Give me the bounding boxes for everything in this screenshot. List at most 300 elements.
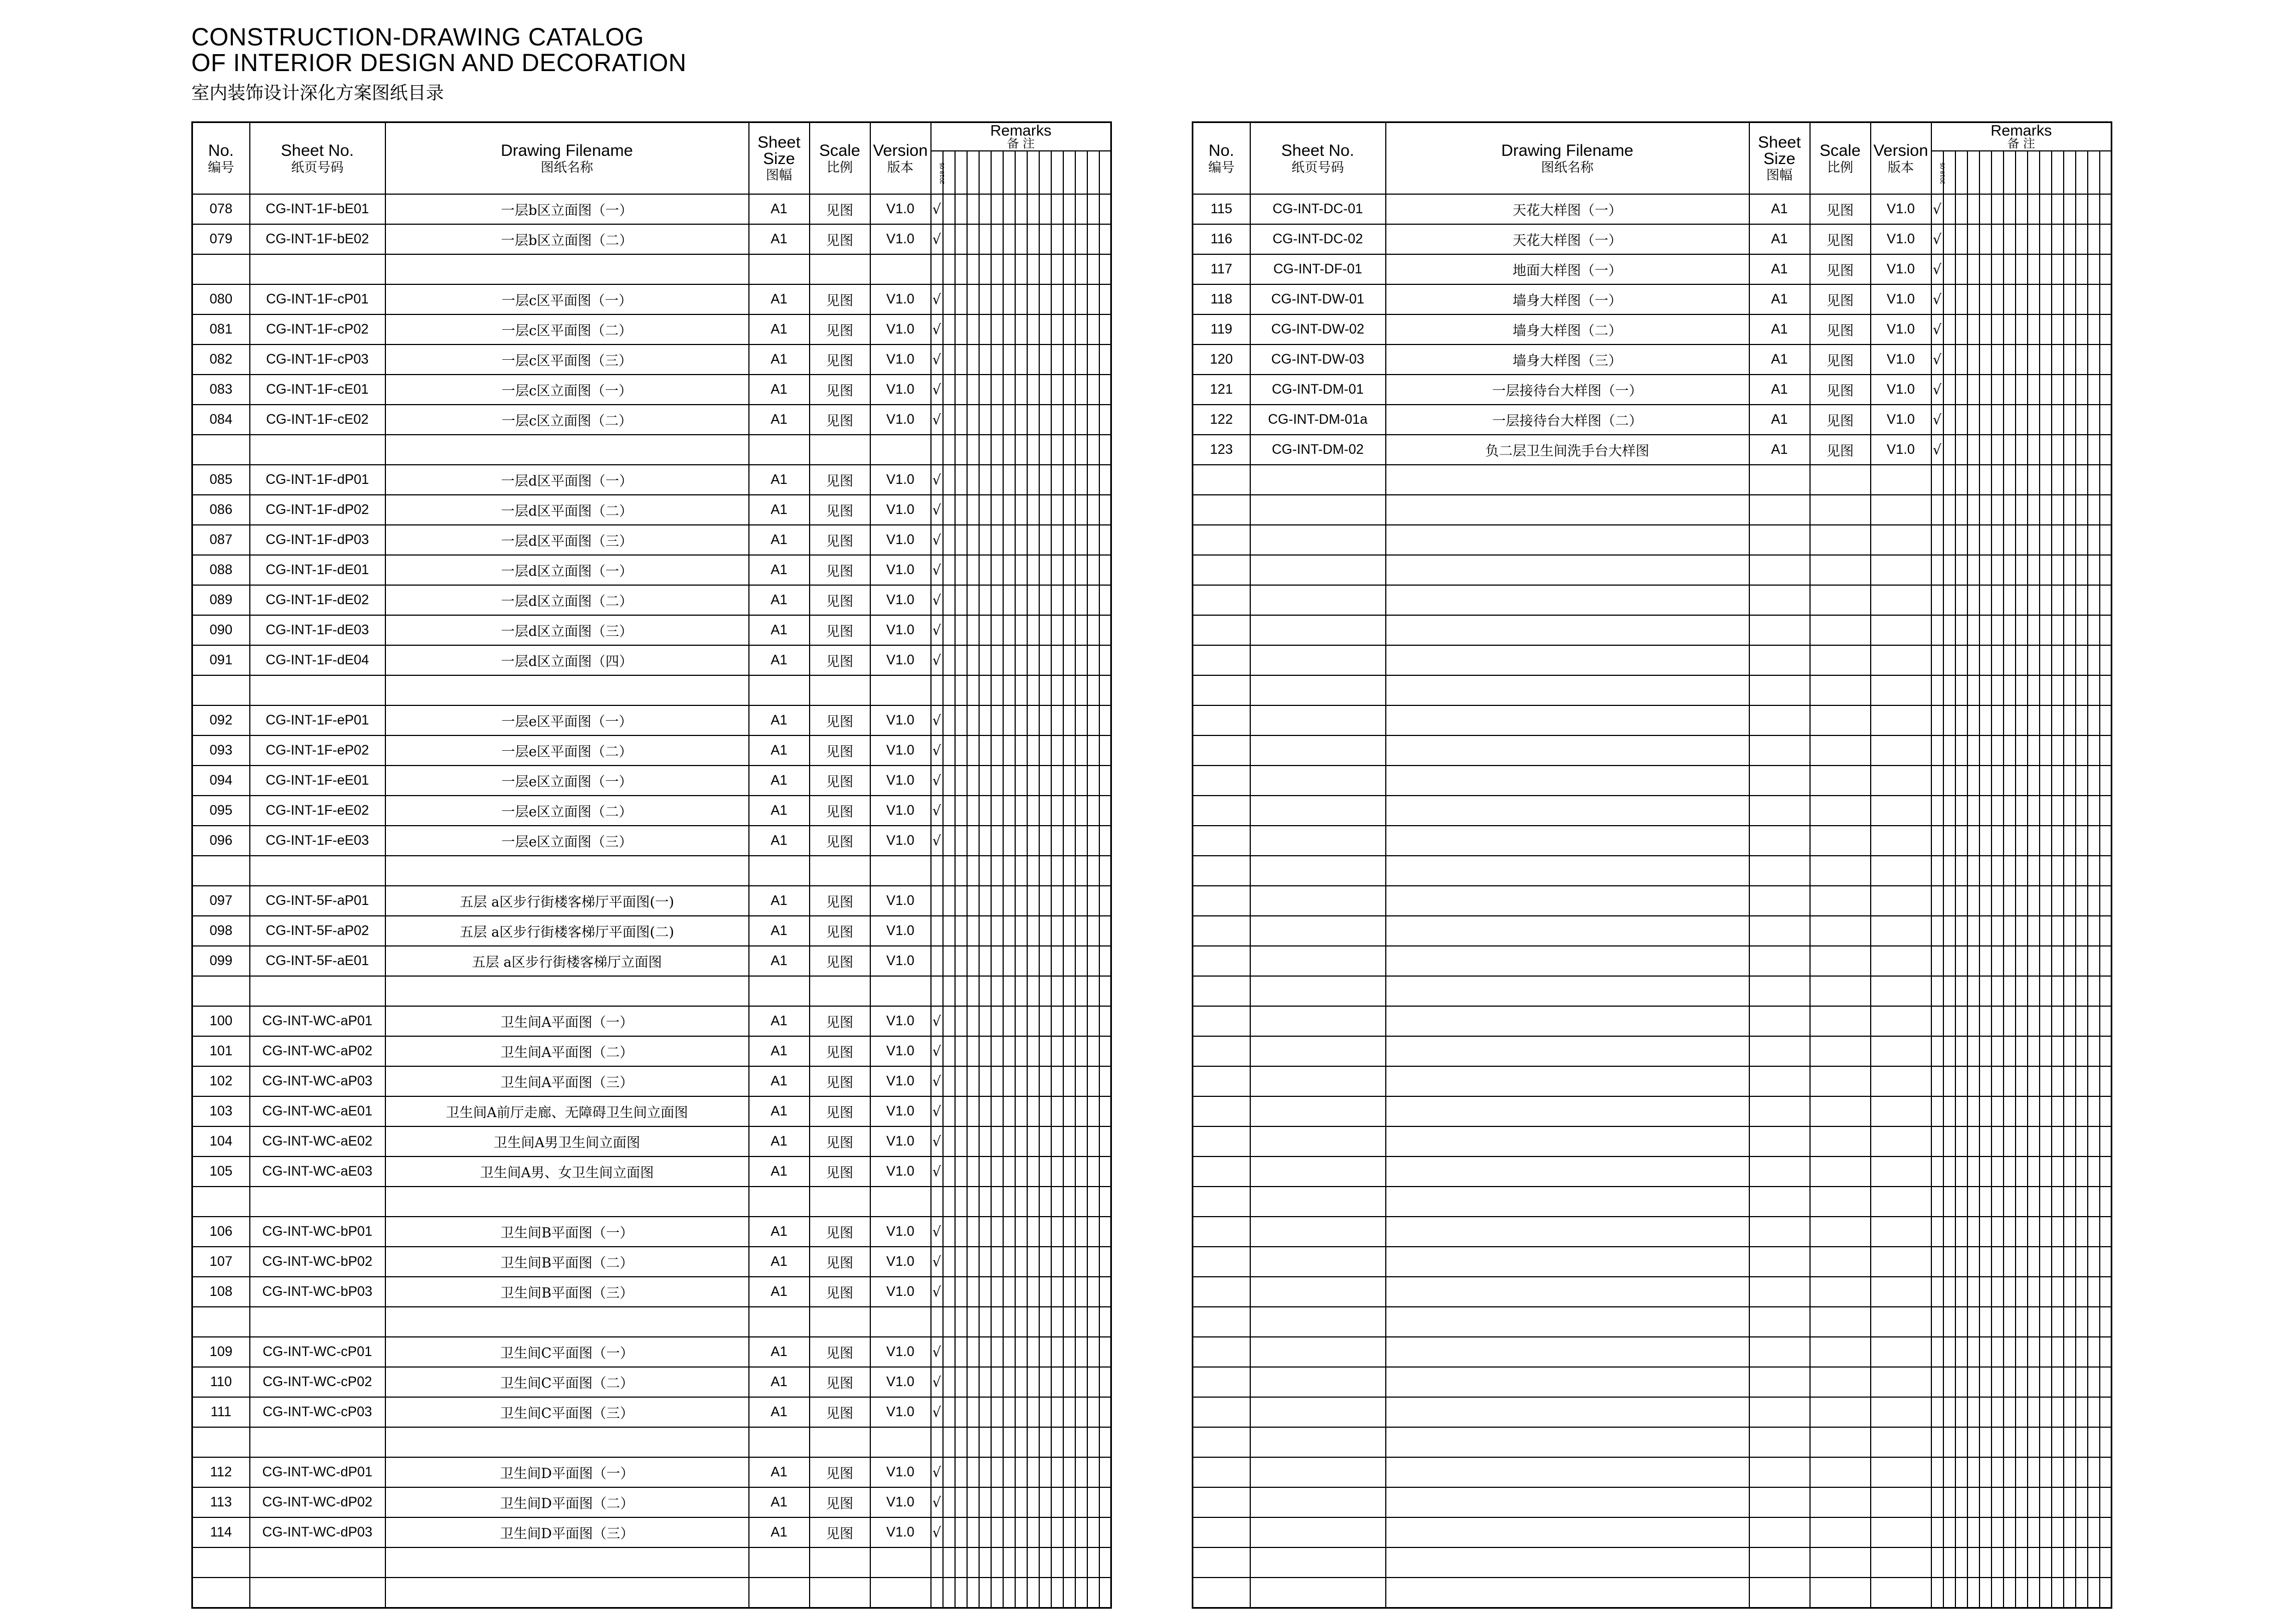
cell-remark [1967, 856, 1979, 886]
cell-scale [810, 435, 870, 465]
cell-remark [2040, 766, 2052, 796]
cell-version [1871, 1096, 1931, 1126]
cell-no [1193, 766, 1250, 796]
cell-filename: 墙身大样图（二） [1386, 314, 1749, 344]
cell-sheet-no: CG-INT-DM-01 [1250, 375, 1386, 405]
cell-remark [967, 675, 979, 705]
cell-remark [1979, 435, 1992, 465]
cell-remark [1027, 585, 1039, 615]
cell-remark [1015, 1487, 1027, 1517]
cell-remark [979, 1427, 991, 1457]
cell-remark [1992, 1277, 2004, 1307]
cell-remark [955, 1217, 967, 1247]
cell-remark [979, 1578, 991, 1608]
cell-remark [1979, 1307, 1992, 1337]
cell-remark [943, 224, 955, 254]
cell-no: 106 [192, 1217, 250, 1247]
cell-remark [2016, 555, 2028, 585]
cell-no [1193, 735, 1250, 766]
cell-check: √ [931, 224, 943, 254]
cell-sheet-no [1250, 1397, 1386, 1427]
cell-remark [1063, 1126, 1075, 1156]
cell-remark [1027, 1126, 1039, 1156]
cell-remark [1015, 1006, 1027, 1036]
table-row [1193, 375, 2112, 405]
cell-version: V1.0 [870, 615, 931, 645]
cell-check: √ [931, 1367, 943, 1397]
cell-scale: 见图 [810, 796, 870, 826]
cell-remark [1063, 1277, 1075, 1307]
cell-sheet-size: A1 [749, 495, 810, 525]
cell-remark [2028, 194, 2040, 224]
cell-remark [2028, 705, 2040, 735]
cell-remark [955, 856, 967, 886]
cell-remark [979, 1006, 991, 1036]
cell-remark [955, 1096, 967, 1126]
cell-remark [2004, 1006, 2016, 1036]
cell-sheet-size: A1 [749, 1487, 810, 1517]
cell-remark [2064, 1156, 2076, 1187]
cell-remark [2088, 1006, 2100, 1036]
cell-version: V1.0 [870, 796, 931, 826]
cell-version [1871, 1126, 1931, 1156]
cell-version: V1.0 [870, 916, 931, 946]
cell-sheet-size: A1 [749, 224, 810, 254]
cell-remark [2016, 856, 2028, 886]
cell-remark [967, 1066, 979, 1096]
cell-sheet-no [1250, 735, 1386, 766]
cell-remark [2040, 1187, 2052, 1217]
cell-remark [1063, 735, 1075, 766]
cell-remark [1015, 1307, 1027, 1337]
cell-remark [1027, 675, 1039, 705]
cell-version [870, 1187, 931, 1217]
cell-remark [967, 1307, 979, 1337]
cell-remark [1051, 1247, 1063, 1277]
cell-check: √ [931, 465, 943, 495]
cell-remark [1063, 194, 1075, 224]
cell-remark [2004, 1487, 2016, 1517]
cell-sheet-no [1250, 1247, 1386, 1277]
cell-remark [1051, 495, 1063, 525]
cell-remark [1015, 585, 1027, 615]
cell-remark [1099, 465, 1111, 495]
cell-remark [1943, 344, 1955, 375]
cell-scale [1810, 796, 1871, 826]
cell-remark [1979, 224, 1992, 254]
table-row [192, 284, 1111, 314]
cell-remark [2076, 495, 2088, 525]
cell-scale: 见图 [810, 375, 870, 405]
cell-remark [1943, 1547, 1955, 1578]
cell-remark [979, 1487, 991, 1517]
cell-remark [1967, 1036, 1979, 1066]
cell-remark [1039, 1337, 1051, 1367]
cell-remark [2004, 284, 2016, 314]
cell-remark [943, 405, 955, 435]
cell-scale [810, 1578, 870, 1608]
cell-scale: 见图 [1810, 375, 1871, 405]
cell-scale [810, 1187, 870, 1217]
cell-remark [2100, 1096, 2112, 1126]
cell-remark [1075, 1187, 1087, 1217]
cell-remark [2052, 946, 2064, 976]
cell-sheet-no: CG-INT-1F-dE01 [250, 555, 385, 585]
cell-version: V1.0 [870, 284, 931, 314]
cell-remark [1955, 615, 1967, 645]
cell-remark [1967, 1457, 1979, 1487]
cell-no [1193, 796, 1250, 826]
cell-remark [2076, 1397, 2088, 1427]
cell-remark [2040, 585, 2052, 615]
cell-remark [1015, 224, 1027, 254]
cell-remark [1087, 645, 1099, 675]
cell-remark [1979, 1217, 1992, 1247]
cell-remark [2052, 856, 2064, 886]
cell-remark [979, 1096, 991, 1126]
cell-no: 098 [192, 916, 250, 946]
cell-scale [1810, 766, 1871, 796]
cell-remark [2064, 375, 2076, 405]
cell-remark [1015, 465, 1027, 495]
cell-remark [1087, 405, 1099, 435]
cell-scale [1810, 1247, 1871, 1277]
cell-no [1193, 1397, 1250, 1427]
cell-remark [955, 946, 967, 976]
table-row [192, 1156, 1111, 1187]
cell-sheet-no [1250, 675, 1386, 705]
table-row [192, 675, 1111, 705]
cell-remark [1099, 946, 1111, 976]
cell-remark [1992, 375, 2004, 405]
cell-remark [1967, 495, 1979, 525]
cell-remark [2064, 1397, 2076, 1427]
cell-remark [1967, 1427, 1979, 1457]
cell-sheet-no [1250, 1187, 1386, 1217]
cell-version: V1.0 [870, 1126, 931, 1156]
cell-version [1871, 525, 1931, 555]
cell-remark [2052, 1126, 2064, 1156]
cell-check [1931, 735, 1943, 766]
table-row [1193, 465, 2112, 495]
cell-sheet-size: A1 [1749, 344, 1810, 375]
cell-check [1931, 615, 1943, 645]
cell-remark [2076, 615, 2088, 645]
cell-remark [2100, 1217, 2112, 1247]
cell-remark [967, 856, 979, 886]
cell-remark [1063, 1578, 1075, 1608]
cell-remark [1992, 1547, 2004, 1578]
cell-remark [967, 1217, 979, 1247]
catalog-table-right [1192, 121, 2112, 1609]
cell-remark [1099, 1036, 1111, 1066]
cell-filename [1386, 1096, 1749, 1126]
cell-version [870, 856, 931, 886]
cell-remark [1051, 525, 1063, 555]
cell-remark [1003, 1427, 1015, 1457]
cell-remark [2004, 1367, 2016, 1397]
cell-remark [2076, 1006, 2088, 1036]
cell-remark [1027, 344, 1039, 375]
cell-remark [955, 916, 967, 946]
cell-filename [1386, 1217, 1749, 1247]
cell-remark [967, 194, 979, 224]
cell-filename: 卫生间A平面图（二） [385, 1036, 749, 1066]
cell-sheet-size: A1 [749, 1397, 810, 1427]
cell-remark [2088, 976, 2100, 1006]
cell-remark [1015, 615, 1027, 645]
cell-remark [943, 1066, 955, 1096]
cell-sheet-no [1250, 1277, 1386, 1307]
cell-remark [2100, 224, 2112, 254]
cell-remark [1003, 1187, 1015, 1217]
cell-sheet-no [1250, 976, 1386, 1006]
cell-remark [1075, 465, 1087, 495]
cell-remark [1992, 705, 2004, 735]
cell-sheet-no: CG-INT-1F-cE01 [250, 375, 385, 405]
table-row [192, 495, 1111, 525]
cell-remark [2100, 976, 2112, 1006]
cell-remark [955, 405, 967, 435]
cell-remark [1099, 1156, 1111, 1187]
cell-remark [943, 1217, 955, 1247]
cell-sheet-size: A1 [749, 1096, 810, 1126]
cell-sheet-size [1749, 1307, 1810, 1337]
cell-remark [1015, 555, 1027, 585]
cell-remark [1979, 1578, 1992, 1608]
cell-remark [1992, 766, 2004, 796]
cell-remark [2088, 1066, 2100, 1096]
cell-remark [2100, 1397, 2112, 1427]
table-row [192, 826, 1111, 856]
cell-no: 100 [192, 1006, 250, 1036]
cell-remark [1955, 1397, 1967, 1427]
cell-version [1871, 1578, 1931, 1608]
cell-remark [2040, 946, 2052, 976]
cell-remark [2028, 555, 2040, 585]
cell-remark [1027, 615, 1039, 645]
cell-remark [1099, 1277, 1111, 1307]
cell-filename [1386, 826, 1749, 856]
cell-remark [1003, 766, 1015, 796]
cell-sheet-size: A1 [749, 405, 810, 435]
cell-remark [1979, 796, 1992, 826]
cell-remark [2100, 1126, 2112, 1156]
cell-remark [1955, 1307, 1967, 1337]
cell-remark [2004, 254, 2016, 284]
cell-no [1193, 1187, 1250, 1217]
cell-remark [1967, 645, 1979, 675]
cell-check [1931, 1578, 1943, 1608]
cell-remark [2076, 796, 2088, 826]
cell-remark [2004, 1066, 2016, 1096]
cell-remark [1027, 645, 1039, 675]
cell-remark [943, 1036, 955, 1066]
cell-version: V1.0 [870, 826, 931, 856]
cell-remark [979, 1307, 991, 1337]
cell-remark [1099, 1427, 1111, 1457]
cell-remark [2088, 555, 2100, 585]
cell-sheet-size: A1 [749, 1367, 810, 1397]
cell-filename: 一层d区立面图（三） [385, 615, 749, 645]
cell-remark [2028, 766, 2040, 796]
cell-filename [385, 856, 749, 886]
cell-sheet-no: CG-INT-WC-cP03 [250, 1397, 385, 1427]
cell-remark [979, 224, 991, 254]
cell-remark [1955, 856, 1967, 886]
cell-check: √ [931, 1217, 943, 1247]
cell-remark [1051, 585, 1063, 615]
cell-remark [943, 1337, 955, 1367]
cell-remark [979, 1187, 991, 1217]
cell-remark [1015, 645, 1027, 675]
cell-remark [1087, 1156, 1099, 1187]
cell-remark [1099, 585, 1111, 615]
cell-no: 116 [1193, 224, 1250, 254]
cell-check [1931, 1337, 1943, 1367]
cell-remark [2028, 1006, 2040, 1036]
cell-remark [2088, 946, 2100, 976]
cell-remark [2064, 1578, 2076, 1608]
cell-remark [2076, 916, 2088, 946]
cell-remark [1099, 1096, 1111, 1126]
cell-remark [1992, 1006, 2004, 1036]
cell-remark [2016, 254, 2028, 284]
cell-remark [2004, 1277, 2016, 1307]
cell-remark [1027, 1367, 1039, 1397]
cell-version: V1.0 [870, 585, 931, 615]
cell-scale: 见图 [1810, 344, 1871, 375]
cell-remark [1979, 1126, 1992, 1156]
cell-remark [2100, 705, 2112, 735]
cell-remark [2028, 1367, 2040, 1397]
cell-remark [1087, 284, 1099, 314]
cell-remark [1087, 1487, 1099, 1517]
cell-remark [991, 495, 1003, 525]
cell-remark [2100, 1367, 2112, 1397]
cell-remark [2064, 344, 2076, 375]
cell-remark [2052, 766, 2064, 796]
cell-remark [2016, 525, 2028, 555]
cell-remark [1955, 1006, 1967, 1036]
cell-scale [1810, 1066, 1871, 1096]
cell-remark [2076, 375, 2088, 405]
cell-remark [967, 1187, 979, 1217]
table-row [1193, 344, 2112, 375]
cell-remark [991, 465, 1003, 495]
cell-remark [2040, 675, 2052, 705]
cell-remark [1015, 886, 1027, 916]
cell-remark [1979, 1156, 1992, 1187]
cell-remark [1992, 1066, 2004, 1096]
cell-remark [979, 1367, 991, 1397]
cell-scale: 见图 [810, 555, 870, 585]
cell-no: 105 [192, 1156, 250, 1187]
cell-remark [943, 555, 955, 585]
cell-remark [1051, 405, 1063, 435]
cell-remark [1003, 1487, 1015, 1517]
cell-sheet-no: CG-INT-1F-cP01 [250, 284, 385, 314]
cell-remark [1967, 405, 1979, 435]
cell-remark [1099, 705, 1111, 735]
cell-remark [2052, 344, 2064, 375]
cell-remark [2064, 675, 2076, 705]
cell-remark [979, 705, 991, 735]
cell-remark [1015, 1367, 1027, 1397]
cell-remark [2100, 675, 2112, 705]
cell-remark [2004, 886, 2016, 916]
cell-filename [1386, 1156, 1749, 1187]
cell-remark [1027, 1217, 1039, 1247]
cell-remark [1967, 826, 1979, 856]
cell-remark [1979, 405, 1992, 435]
cell-sheet-size: A1 [749, 465, 810, 495]
cell-remark [967, 1547, 979, 1578]
table-row [1193, 555, 2112, 585]
cell-remark [1955, 314, 1967, 344]
cell-remark [1992, 284, 2004, 314]
cell-remark [2088, 1096, 2100, 1126]
cell-remark [1039, 525, 1051, 555]
cell-remark [1087, 1036, 1099, 1066]
cell-remark [2076, 826, 2088, 856]
cell-remark [1063, 284, 1075, 314]
cell-remark [1967, 1487, 1979, 1517]
cell-remark [1051, 1096, 1063, 1126]
cell-remark [1039, 826, 1051, 856]
cell-remark [1087, 766, 1099, 796]
cell-remark [2088, 675, 2100, 705]
cell-scale [1810, 1277, 1871, 1307]
cell-version: V1.0 [870, 1036, 931, 1066]
cell-sheet-size: A1 [749, 1006, 810, 1036]
cell-remark [2064, 194, 2076, 224]
cell-check [931, 1427, 943, 1457]
cell-remark [967, 1126, 979, 1156]
cell-version: V1.0 [870, 314, 931, 344]
cell-remark [1955, 495, 1967, 525]
cell-check [1931, 1427, 1943, 1457]
cell-remark [1967, 1096, 1979, 1126]
cell-remark [967, 1006, 979, 1036]
cell-version: V1.0 [1871, 344, 1931, 375]
cell-sheet-no: CG-INT-DC-01 [1250, 194, 1386, 224]
cell-remark [2064, 1427, 2076, 1457]
cell-remark [1992, 615, 2004, 645]
cell-remark [2016, 585, 2028, 615]
cell-version [1871, 1517, 1931, 1547]
cell-sheet-no [1250, 1547, 1386, 1578]
cell-remark [2064, 1517, 2076, 1547]
cell-remark [1955, 1427, 1967, 1457]
cell-remark [991, 194, 1003, 224]
cell-remark [1967, 435, 1979, 465]
cell-filename: 一层d区立面图（四） [385, 645, 749, 675]
cell-remark [1003, 495, 1015, 525]
cell-remark [1051, 1066, 1063, 1096]
cell-remark [2016, 796, 2028, 826]
cell-remark [1003, 224, 1015, 254]
cell-remark [1979, 314, 1992, 344]
cell-remark [2040, 194, 2052, 224]
cell-remark [1003, 555, 1015, 585]
cell-remark [967, 1427, 979, 1457]
cell-version: V1.0 [870, 495, 931, 525]
cell-remark [2100, 1517, 2112, 1547]
cell-remark [2100, 495, 2112, 525]
cell-remark [2052, 1307, 2064, 1337]
cell-remark [1099, 1307, 1111, 1337]
